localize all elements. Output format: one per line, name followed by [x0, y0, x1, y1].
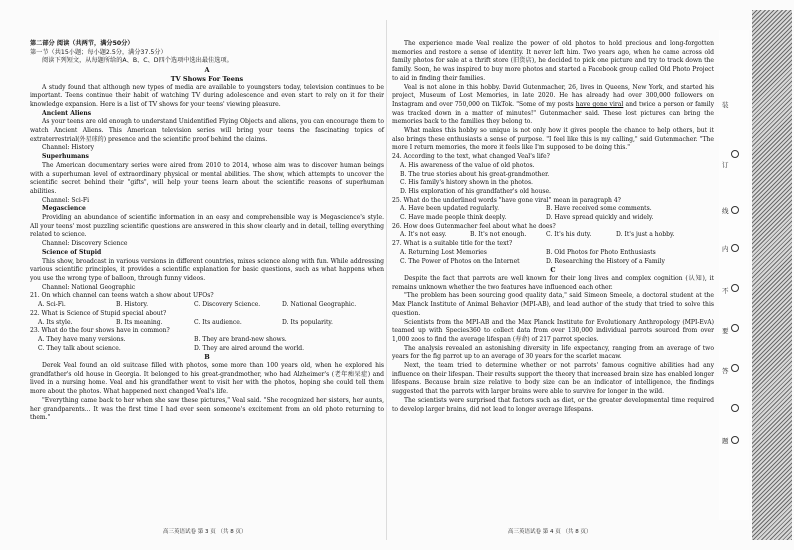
- page-footer-left: 高三英语试卷 第 3 页 （共 8 页）: [163, 529, 247, 535]
- passage-b-paragraph: Derek Veal found an old suitcase filled with photos, some more than 100 years old, when he explored his grandfather's old house in Georgia. It belonged to his great-grandmother, who had Alzheimer's (老年痴呆症) and lived in a nursing home. Veal and his grandfather went to visit her with the photos, hoping she could tell them more about the photos. What happened next changed Veal's life.: [30, 362, 384, 396]
- option: C. They talk about science.: [38, 344, 121, 352]
- right-page: [392, 40, 714, 414]
- page-footer-right: 高三英语试卷 第 4 页 （共 8 页）: [508, 529, 592, 535]
- margin-char: 装: [722, 101, 729, 109]
- question-25-options: [392, 205, 714, 214]
- option: C. It's his duty.: [546, 231, 592, 239]
- option: B. Have received some comments.: [546, 205, 652, 213]
- option: D. Its popularity.: [282, 318, 333, 326]
- option: A. Its style.: [38, 318, 73, 326]
- option: C. The Power of Photos on the Internet: [400, 257, 520, 265]
- passage-a-title: TV Shows For Teens: [170, 74, 244, 83]
- show-channel: Channel: National Geographic: [42, 283, 136, 291]
- question-23-options: [30, 345, 384, 354]
- option: A. Have been updated regularly.: [400, 205, 500, 213]
- show-title: Science of Stupid: [42, 248, 102, 256]
- option: D. They are aired around the world.: [194, 344, 305, 352]
- underlined-phrase: have gone viral: [575, 100, 624, 108]
- option: C. Have made people think deeply.: [400, 214, 507, 222]
- option: D. National Geographic.: [282, 301, 357, 309]
- show-title: Superhumans: [42, 153, 89, 161]
- question-27-options: [392, 258, 714, 267]
- option: C. His family's history shown in the photos.: [400, 179, 533, 187]
- passage-b-paragraph: What makes this hobby so unique is not only how it gives people the chance to help others, but it also brings these enthusiasts a sense of purpose. "I feel like this is my calling," said Gutenmacher. "The more I return memories, the more it feels like I'm supposed to be doing this.": [392, 127, 714, 152]
- show-description: Providing an abundance of scientific information in an easy and comprehensible way is Megascience's style. All your teens' most puzzling scientific questions are answered in this show clearly and in detail, telling everything related to science.: [30, 214, 384, 239]
- option: C. Discovery Science.: [194, 301, 261, 309]
- show-description: As your teens are old enough to understand Unidentified Flying Objects and aliens, you can encourage them to watch Ancient Aliens. This American television series will bring your teens the fascinating topics of extraterrestrial(外星球的) presence and the scientific proof behind the claims.: [30, 118, 384, 143]
- binding-hole-icon: [731, 206, 739, 214]
- binding-hole-icon: [731, 150, 739, 158]
- show-channel: Channel: Discovery Science: [42, 240, 128, 248]
- passage-b-paragraph: [392, 84, 714, 128]
- section-heading: 第二部分 阅读（共两节，满分50分）: [30, 40, 134, 47]
- option: D. His exploration of his grandfather's old house.: [400, 187, 551, 195]
- passage-c-paragraph: Next, the team tried to determine whether or not parrots' famous cognitive abilities had any influence on their lifespan. Their results support the theory that increased brain size has enabled longer lifespans. Because brain size relative to body size can be an indicator of intelligence, the findings suggested that the parrots with larger brains were able to survive for longer in the wild.: [392, 362, 714, 396]
- passage-c-paragraph: The scientists were surprised that factors such as diet, or the greater developmental time required to develop larger brains, did not lead to longer average lifespans.: [392, 396, 714, 413]
- question-22: 22. What is Science of Stupid special about?: [30, 309, 167, 317]
- margin-char: 答: [722, 367, 729, 375]
- option: D. Have spread quickly and widely.: [546, 214, 654, 222]
- question-27-options: [392, 249, 714, 258]
- option: B. The true stories about his great-grandmother.: [400, 170, 550, 178]
- option: A. Sci-Fi.: [38, 301, 66, 309]
- show-channel: Channel: Sci-Fi: [42, 196, 90, 204]
- option: B. History.: [116, 301, 149, 309]
- margin-char: 订: [722, 161, 729, 169]
- text-segment: Veal is not alone in this hobby. David Gutenmacher, 26, lives in Queens, New York, and started his project, Museum of Lost Memories, in late 2020. He has already had over 300,000 followers on Instagram and over 750,000 on TikTok. "Some of my posts: [392, 83, 714, 108]
- passage-c-paragraph: The analysis revealed an astonishing diversity in life expectancy, ranging from an average of two years for the fig parrot up to an average of 30 years for the scarlet macaw.: [392, 344, 714, 361]
- question-23-options: [30, 336, 384, 345]
- option: B. Old Photos for Photo Enthusiasts: [546, 248, 656, 256]
- hatched-edge-bar: [752, 10, 792, 540]
- passage-c-letter: C: [550, 266, 556, 275]
- option: B. They are brand-new shows.: [194, 335, 287, 343]
- passage-c-paragraph: Scientists from the MPI-AB and the Max Planck Institute for Evolutionary Anthropology (MPI-EvA) teamed up with Species360 to collect data from over 130,000 individual parrots sourced from over 1,000 zoos to find the average lifespan (寿命) of 217 parrot species.: [392, 318, 714, 343]
- margin-char: 不: [722, 287, 729, 295]
- left-page: [30, 40, 384, 423]
- binding-hole-icon: [731, 364, 739, 372]
- margin-char: 题: [722, 437, 729, 445]
- question-22-options: [30, 319, 384, 328]
- passage-a-letter: A: [204, 66, 210, 75]
- passage-c-paragraph: Despite the fact that parrots are well known for their long lives and complex cognition (认知), it remains unknown whether the two features have influenced each other.: [392, 274, 714, 291]
- show-description: The American documentary series were aired from 2010 to 2014, whose aim was to discover human beings with a superhuman level of extraordinary physical or mental abilities. The show, which attempts to uncover the scientific secret behind their "gifts", will help your teens learn about the scientific reasons of superhuman abilities.: [30, 161, 384, 195]
- question-21-options: [30, 301, 384, 310]
- passage-b-paragraph: "Everything came back to her when she saw these pictures," Veal said. "She recognized her sisters, her aunts, her grandparents... It was the first time I had ever seen someone's excitement from an old photo returning to them.": [30, 396, 384, 422]
- option: B. Its meaning.: [116, 318, 163, 326]
- option: A. They have many versions.: [38, 335, 126, 343]
- show-channel: Channel: History: [42, 144, 95, 152]
- question-24: 24. According to the text, what changed Veal's life?: [392, 153, 550, 161]
- binding-hole-icon: [731, 284, 739, 292]
- binding-hole-icon: [731, 404, 739, 412]
- option: A. It's not easy.: [400, 231, 447, 239]
- margin-char: 内: [722, 245, 729, 253]
- instructions: 阅读下列短文，从每题所给的A、B、C、D四个选项中选出最佳选项。: [42, 57, 233, 65]
- show-title: Megascience: [42, 205, 86, 213]
- passage-b-paragraph: The experience made Veal realize the power of old photos to hold precious and long-forgotten memories and restore a sense of identity. It never left him. Two years ago, when he came across old family photos for sale at a thrift store (旧货店), he decided to pick one picture and try to track down the family. Soon, he was inspired to buy more photos and started a Facebook group called Old Photo Project to aid in finding their families.: [392, 40, 714, 82]
- show-title: Ancient Aliens: [42, 109, 92, 117]
- question-25-options: [392, 214, 714, 223]
- question-25: 25. What do the underlined words "have gone viral" mean in paragraph 4?: [392, 196, 621, 204]
- option: D. Researching the History of a Family: [546, 257, 665, 265]
- subsection-heading: 第一节（共15小题；每小题2.5分，满分37.5分）: [30, 48, 167, 56]
- question-21: 21. On which channel can teens watch a show about UFOs?: [30, 292, 214, 300]
- show-description: This show, broadcast in various versions in different countries, mixes science along with fun. While addressing various scientific principles, it provides a scientific explanation for basic questions, such as what happens when you use the wrong type of balloon, through funny videos.: [30, 257, 384, 282]
- margin-char: 要: [722, 327, 729, 335]
- question-27: 27. What is a suitable title for the text?: [392, 240, 513, 248]
- question-26-options: [392, 231, 714, 240]
- option: B. It's not enough.: [470, 231, 527, 239]
- passage-b-letter: B: [204, 353, 210, 362]
- passage-c-paragraph: "The problem has been sourcing good quality data," said Simeon Smeele, a doctoral student at the Max Planck Institute of Animal Behavior (MPI-AB), and lead author of the study that tried to solve this question.: [392, 292, 714, 317]
- option: A. His awareness of the value of old photos.: [400, 161, 535, 169]
- option: C. Its audience.: [194, 318, 242, 326]
- binding-hole-icon: [731, 324, 739, 332]
- text-segment: and twice a person or family was tracked down in a matter of minutes!" Gutenmacher said. These lost pictures can bring the memories back to the families they belong to.: [392, 100, 714, 126]
- binding-hole-icon: [731, 436, 739, 444]
- passage-a-intro: A study found that although new types of media are available to youngsters today, television continues to be important. Teens continue their habit of watching TV during adolescence and even start to rely on it for their knowledge expansion. Here is a list of TV shows for your teens' viewing pleasure.: [30, 83, 384, 108]
- option: D. It's just a hobby.: [616, 231, 675, 239]
- page-fold: [386, 20, 387, 540]
- margin-char: 线: [722, 207, 729, 215]
- question-26: 26. How does Gutenmacher feel about what he does?: [392, 222, 556, 230]
- option: A. Returning Lost Memories: [400, 248, 487, 256]
- question-23: 23. What do the four shows have in common?: [30, 327, 170, 335]
- binding-hole-icon: [731, 244, 739, 252]
